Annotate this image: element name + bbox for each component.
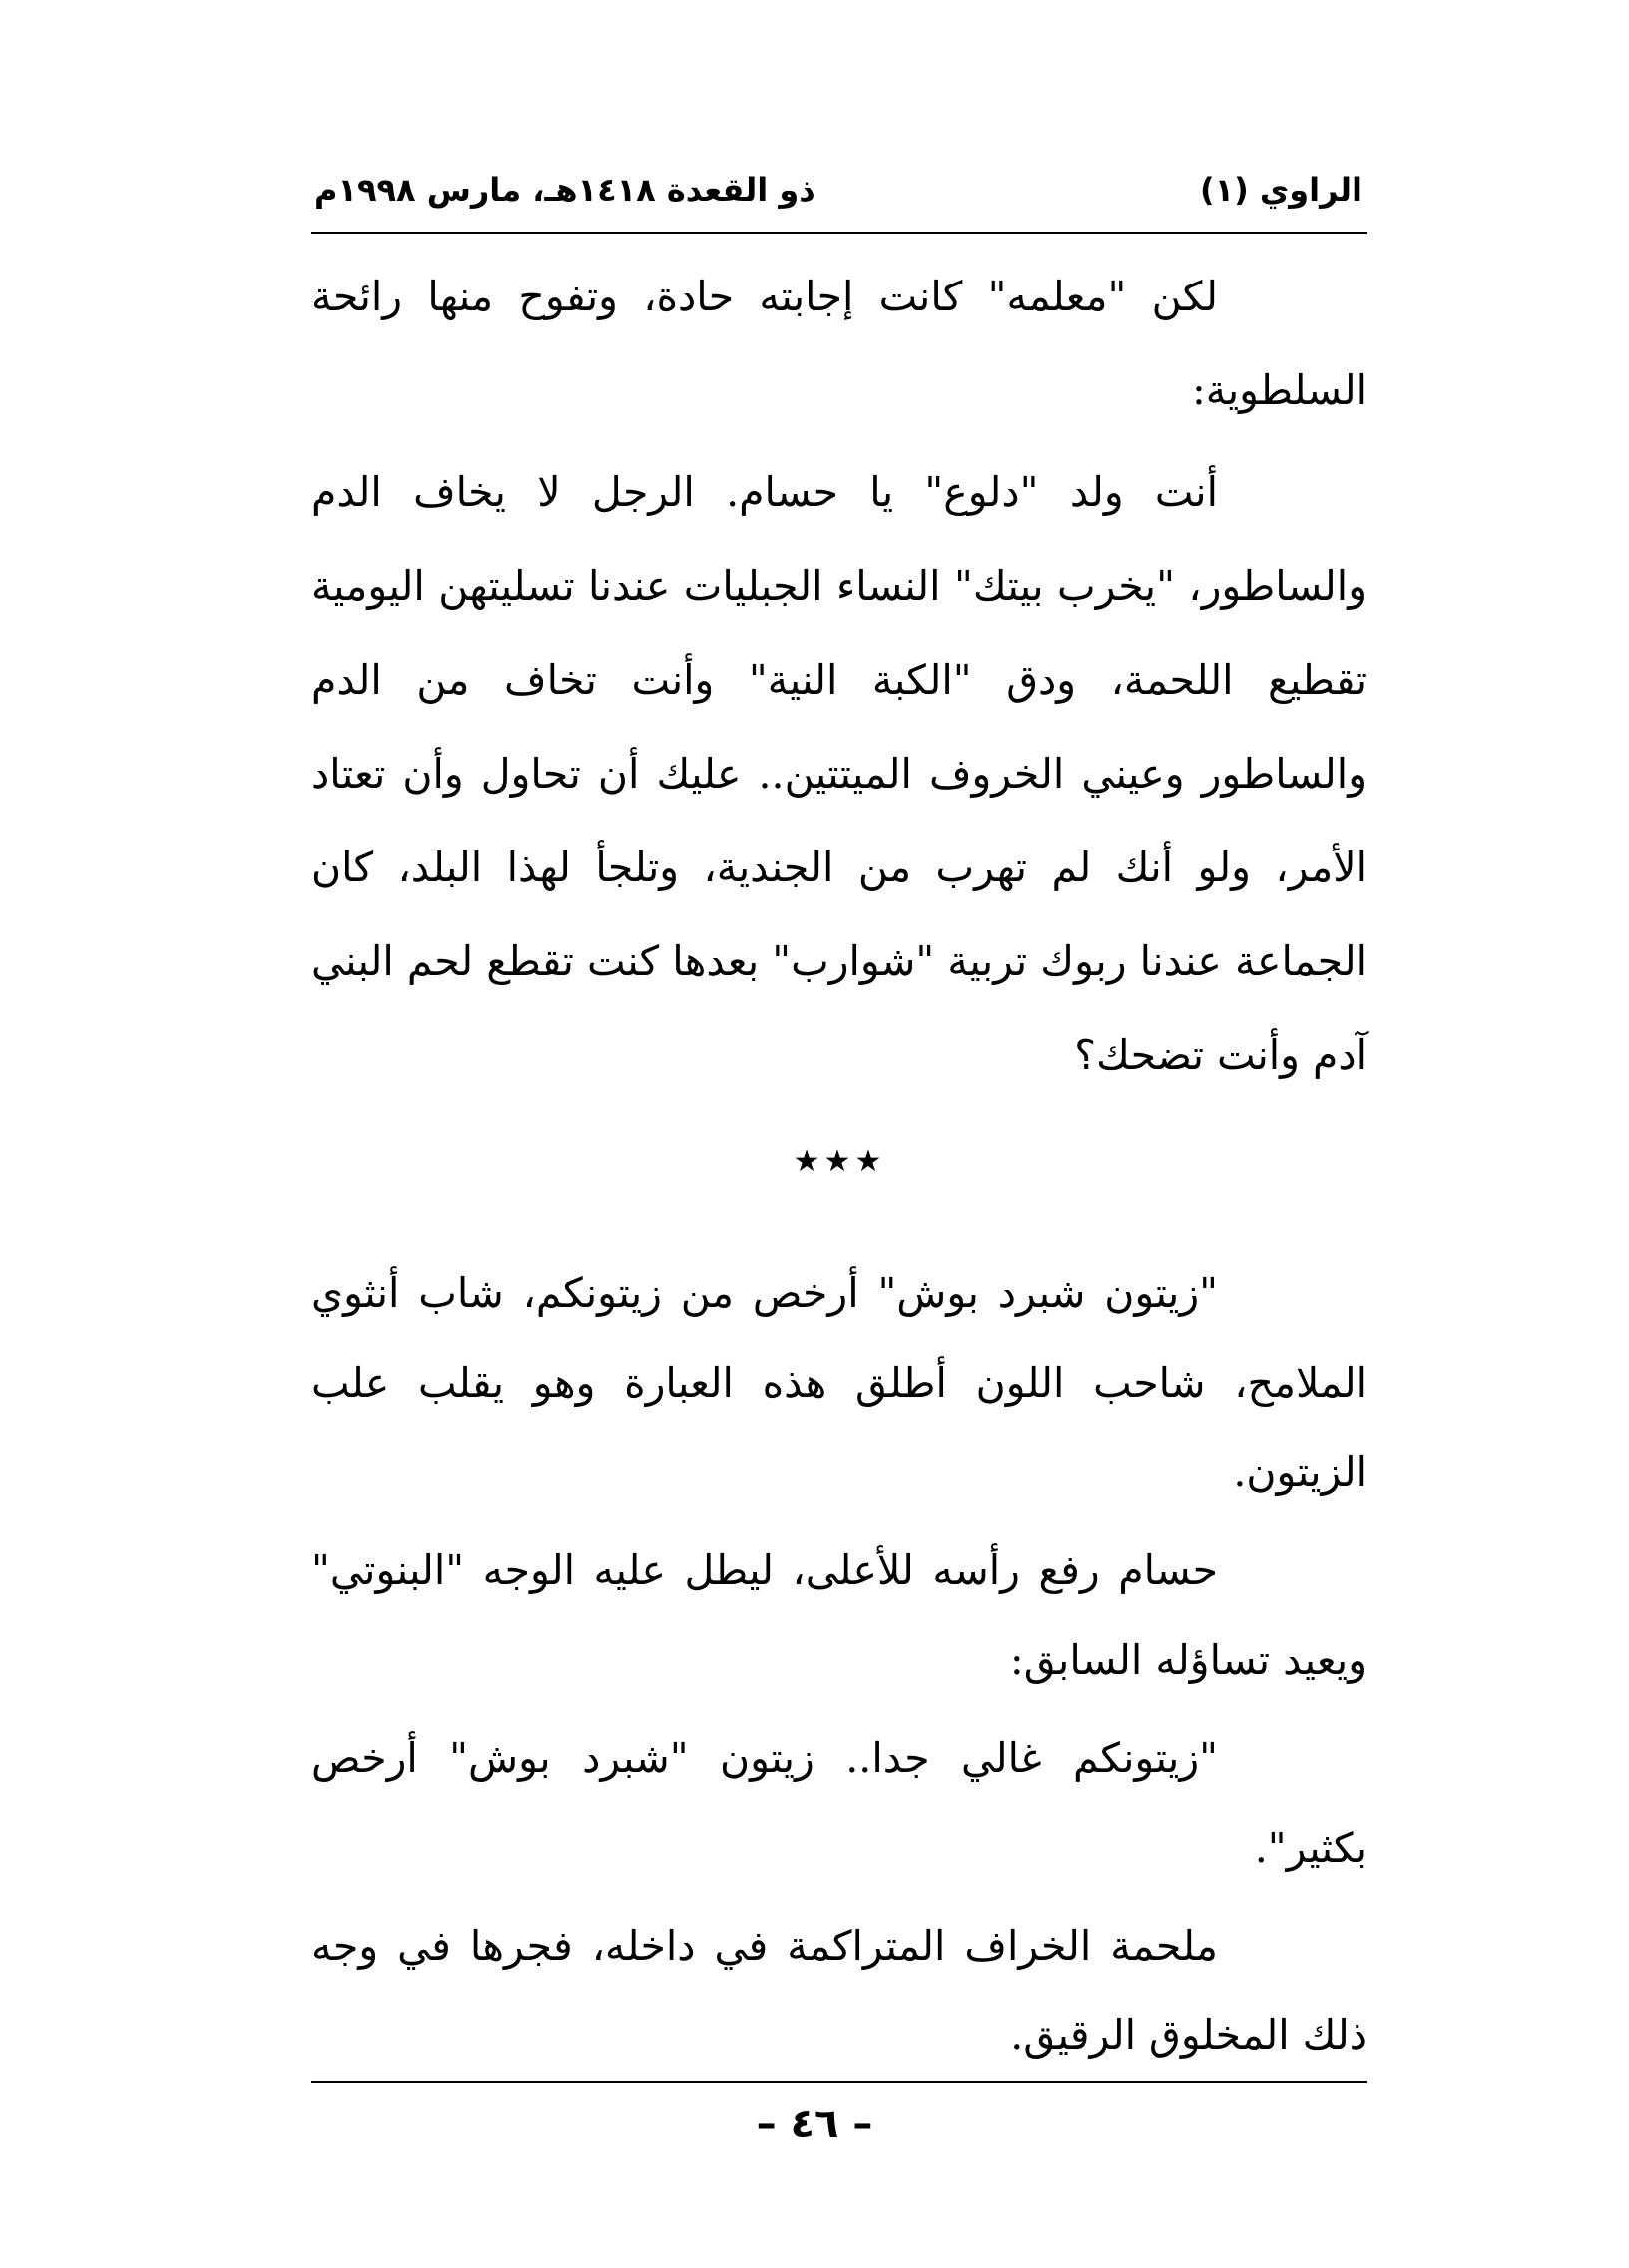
paragraph: أنت ولد "دلوع" يا حسام. الرجل لا يخاف الدم والساطور، "يخرب بيتك" النساء الجبليات عندنا تسليتهن اليومية تقطيع اللحمة، ودق "الكبة النية" وأنت تخاف من الدم والساطور وعيني الخروف الميتتين.. عليك أن تحاول وأن تعتاد الأمر، ولو أنك لم تهرب من الجندية، وتلجأ لهذا البلد، كان الجماعة عندنا ربوك تربية "شوارب" بعدها كنت تقطع لحم البني آدم وأنت تضحك؟ bbox=[311, 468, 1367, 1079]
running-header bbox=[314, 165, 1362, 225]
issue-date: ذو القعدة ١٤١٨هـ، مارس ١٩٩٨م bbox=[314, 171, 815, 209]
paragraph: "زيتون شبرد بوش" أرخص من زيتونكم، شاب أنثوي الملامح، شاحب اللون أطلق هذه العبارة وهو يقلب علب الزيتون. bbox=[311, 1269, 1367, 1496]
header-rule bbox=[311, 232, 1367, 234]
paragraph: ملحمة الخراف المتراكمة في داخله، فجرها في وجه ذلك المخلوق الرقيق. bbox=[311, 1922, 1367, 2059]
page-number: – ٤٦ – bbox=[756, 2101, 873, 2147]
paragraph: "زيتونكم غالي جدا.. زيتون "شبرد بوش" أرخص بكثير". bbox=[311, 1734, 1367, 1872]
section-separator: ★★★ bbox=[793, 1144, 886, 1179]
paragraph: لكن "معلمه" كانت إجابته حادة، وتفوح منها رائحة السلطوية: bbox=[311, 273, 1367, 414]
paragraph: حسام رفع رأسه للأعلى، ليطل عليه الوجه "البنوتي" ويعيد تساؤله السابق: bbox=[311, 1546, 1367, 1684]
footer-rule bbox=[311, 2081, 1367, 2083]
journal-title: الراوي (١) bbox=[1200, 171, 1362, 209]
article-body bbox=[311, 250, 1367, 2080]
